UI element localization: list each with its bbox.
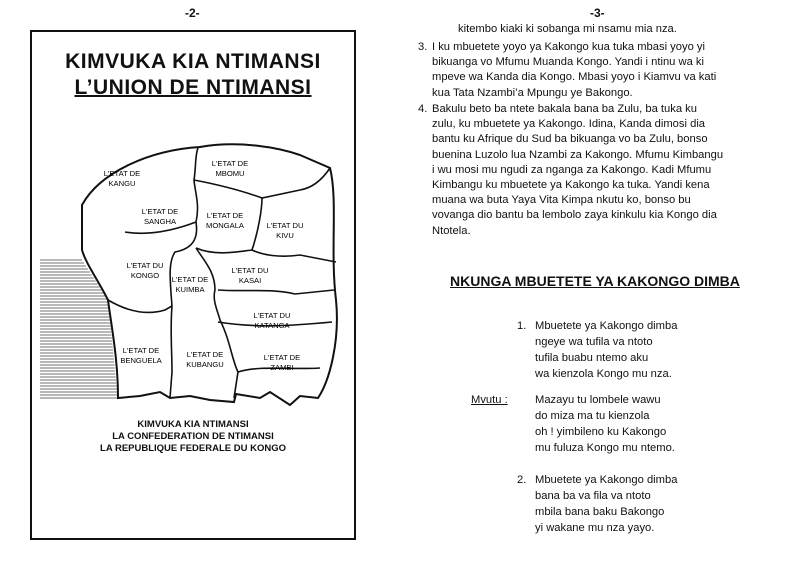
state-label-kuimba	[172, 275, 208, 294]
item-number: 4.	[418, 103, 428, 115]
verse-line: bana ba va fila va ntoto	[535, 490, 651, 502]
state-label-katanga	[254, 311, 291, 330]
refrain-line: Mazayu tu lombele wawu	[535, 394, 661, 406]
state-label-mbomu	[212, 159, 248, 178]
refrain-label: Mvutu :	[471, 394, 508, 406]
refrain-line: mu fuluza Kongo mu ntemo.	[535, 442, 675, 454]
item-number: 3.	[418, 41, 428, 53]
state-label-sangha	[142, 207, 178, 226]
verse-line: yi wakane mu nza yayo.	[535, 522, 655, 534]
item-line: zulu, ku mbuetete ya Kakongo. Idina, Kanda dimosi dia	[432, 118, 706, 131]
state-label-line: L'ETAT DE	[206, 211, 244, 220]
verse-line: wa kienzola Kongo mu nza.	[535, 368, 672, 380]
state-label-line: L'ETAT DE	[122, 346, 160, 355]
item-line: bikuanga vo Mfumu Muanda Kongo. Yandi i ntinu wa ki	[432, 56, 704, 69]
state-label-line: L'ETAT DU	[253, 311, 291, 320]
state-label-line: L'ETAT DU	[126, 261, 164, 270]
item-3	[418, 40, 790, 101]
verse-line: mbila bana baku Bakongo	[535, 506, 665, 518]
verse-line: Mbuetete ya Kakongo dimba	[535, 320, 678, 332]
state-label-line: L'ETAT DE	[171, 275, 209, 284]
ocean-hatching	[40, 260, 118, 398]
map-caption-3: LA REPUBLIQUE FEDERALE DU KONGO	[100, 443, 286, 454]
verse-2	[517, 472, 678, 536]
item-line: muana wa buta Yaya Vita Kimpa nkutu ko, bonso bu	[432, 194, 691, 207]
state-label-line: BENGUELA	[120, 356, 162, 365]
item-line: i wu mosi mu ngudi za nganga za Kakongo. Kadi Mfumu	[432, 163, 712, 176]
verse-line: tufila buabu ntemo aku	[535, 352, 649, 364]
item-line: bantu ku Afrique du Sud ba bikuanga vo ba Zulu, bonso	[432, 133, 708, 146]
state-label-line: L'ETAT DE	[141, 207, 179, 216]
item-line: kua Tata Nzambi’a Mpungu ye Bakongo.	[432, 86, 633, 99]
state-label-line: L'ETAT DE	[103, 169, 141, 178]
verse-line: ngeye wa tufila va ntoto	[535, 336, 653, 348]
map-caption-2: LA CONFEDERATION DE NTIMANSI	[112, 431, 274, 442]
state-label-kongo	[127, 261, 164, 280]
hymn-title: NKUNGA MBUETETE YA KAKONGO DIMBA	[450, 273, 740, 289]
item-line: Ntotela.	[432, 224, 471, 237]
state-label-kivu	[267, 221, 304, 240]
item-line: I ku mbuetete yoyo ya Kakongo kua tuka mbasi yoyo yi	[432, 41, 706, 53]
intro-line: kitembo kiaki ki sobanga mi nsamu mia nza.	[458, 23, 677, 35]
state-label-line: L'ETAT DU	[266, 221, 304, 230]
verse-1	[517, 318, 678, 382]
state-label-line: KANGU	[108, 179, 136, 188]
state-label-kangu	[104, 169, 140, 188]
item-line: vovanga dio bantu ba lembolo zaya kinkulu kia Kongo dia	[432, 209, 717, 222]
state-label-line: KONGO	[130, 271, 160, 280]
state-label-line: MONGALA	[206, 221, 244, 230]
state-label-line: KATANGA	[254, 321, 290, 330]
item-line: Bakulu beto ba ntete bakala bana ba Zulu, ba tuka ku	[432, 103, 697, 115]
state-label-mongala	[206, 211, 245, 230]
verse-number: 1.	[517, 320, 527, 332]
map-subtitle: L’UNION DE NTIMANSI	[74, 76, 312, 99]
refrain-line: do miza ma tu kienzola	[535, 410, 650, 422]
refrain-line: oh ! yimbileno ku Kakongo	[535, 426, 667, 438]
map-labels	[104, 159, 304, 372]
state-label-line: L'ETAT DU	[231, 266, 269, 275]
verse-line: Mbuetete ya Kakongo dimba	[535, 474, 678, 486]
item-line: mpeve wa Kanda dia Kongo. Mbasi yoyo i Kiamvu va kati	[432, 71, 717, 84]
state-label-line: KUBANGU	[186, 360, 224, 369]
map-caption-1: KIMVUKA KIA NTIMANSI	[137, 419, 249, 430]
state-label-line: L'ETAT DE	[211, 159, 249, 168]
state-label-kasai	[232, 266, 269, 285]
state-label-line: ZAMBI	[270, 363, 294, 372]
state-label-line: L'ETAT DE	[263, 353, 301, 362]
verse-number: 2.	[517, 474, 527, 486]
item-line: buenina Luzolo lua Nzambi za Kakongo. Mfumu Kimbangu	[432, 148, 724, 161]
state-label-line: SANGHA	[143, 217, 177, 226]
state-label-benguela	[120, 346, 162, 365]
right-page-number: -3-	[590, 6, 605, 20]
left-page-number: -2-	[185, 6, 200, 20]
refrain	[535, 392, 675, 456]
state-label-line: L'ETAT DE	[186, 350, 224, 359]
state-label-kubangu	[186, 350, 224, 369]
state-label-line: KUIMBA	[175, 285, 205, 294]
state-label-line: KIVU	[276, 231, 294, 240]
item-4	[418, 102, 790, 239]
state-label-line: KASAI	[238, 276, 262, 285]
item-line: Kimbangu ku mbuetete ya Kakongo ka tuka. Yandi kena	[432, 179, 710, 192]
state-label-line: MBOMU	[215, 169, 245, 178]
map-title: KIMVUKA KIA NTIMANSI	[65, 50, 321, 73]
